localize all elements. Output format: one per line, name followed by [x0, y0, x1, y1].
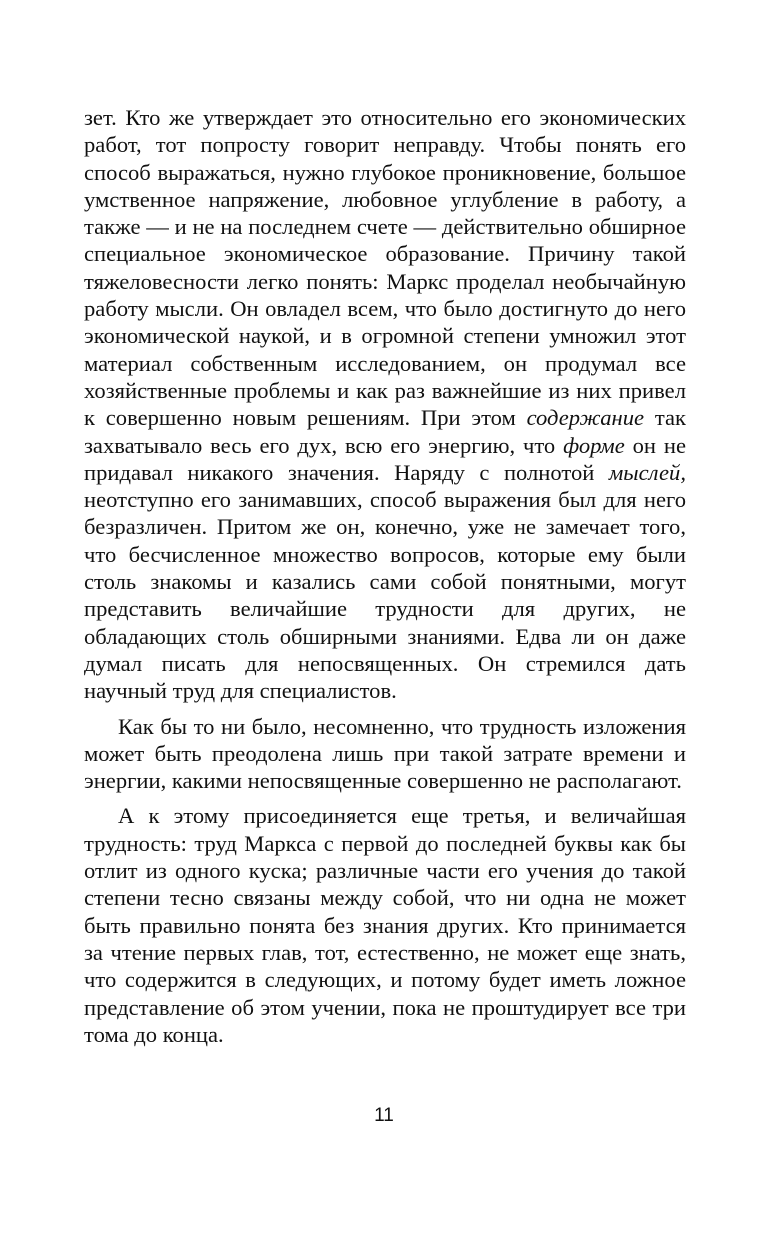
body-text — [84, 104, 686, 1048]
text-segment: неотступно его занимавших, способ выражения был для него безразличен. Притом же он, конечно, уже не замечает того, что бесчисленное множество вопросов, которые ему были столь знакомы и казались сами собой понятными, могут представить величайшие трудности для других, не обладающих столь обширными знаниями. Едва ли он даже думал писать для непосвященных. Он стремился дать научный труд для специалистов. — [84, 487, 686, 704]
italic-emphasis-soderzhanie: содержание — [526, 405, 645, 431]
text-segment: так захватывало весь его дух, всю его энергию, что — [84, 405, 686, 458]
text-segment: Как бы то ни было, несомненно, что трудность изложения может быть преодолена лишь при такой затрате времени и энергии, какими непосвященные совершенно не располагают. — [84, 713, 686, 794]
paragraph-2 — [84, 713, 686, 795]
paragraph-3 — [84, 802, 686, 1048]
text-segment: зет. Кто же утверждает это относительно его экономических работ, тот попросту говорит неправду. Чтобы понять его способ выражаться, нужно глубокое проникновение, большое умственное напряжение, любовное углубление в работу, а также — и не на последнем счете — действительно обширное специальное экономическое образование. Причину такой тяжеловесности легко понять: Маркс проделал необычайную работу мысли. Он овладел всем, что было достигнуто до него экономической наукой, и в огромной степени умножил этот материал собственным исследованием, он продумал все хозяйственные проблемы и как раз важнейшие из них привел к совершенно новым решениям. При этом — [84, 105, 686, 431]
text-segment: он не придавал никакого значения. Наряду с полнотой — [84, 432, 686, 485]
paragraph-1 — [84, 104, 686, 705]
text-segment: А к этому присоединяется еще третья, и величайшая трудность: труд Маркса с первой до последней буквы как бы отлит из одного куска; различные части его учения до такой степени тесно связаны между собой, что ни одна не может быть правильно понята без знания других. Кто принимается за чтение первых глав, тот, естественно, не может еще знать, что содержится в следующих, и потому будет иметь ложное представление об этом учении, пока не проштудирует все три тома до конца. — [84, 803, 686, 1047]
italic-emphasis-mysley: мыслей, — [608, 459, 686, 485]
italic-emphasis-forme: форме — [563, 432, 625, 458]
page-number: 11 — [374, 1105, 394, 1126]
